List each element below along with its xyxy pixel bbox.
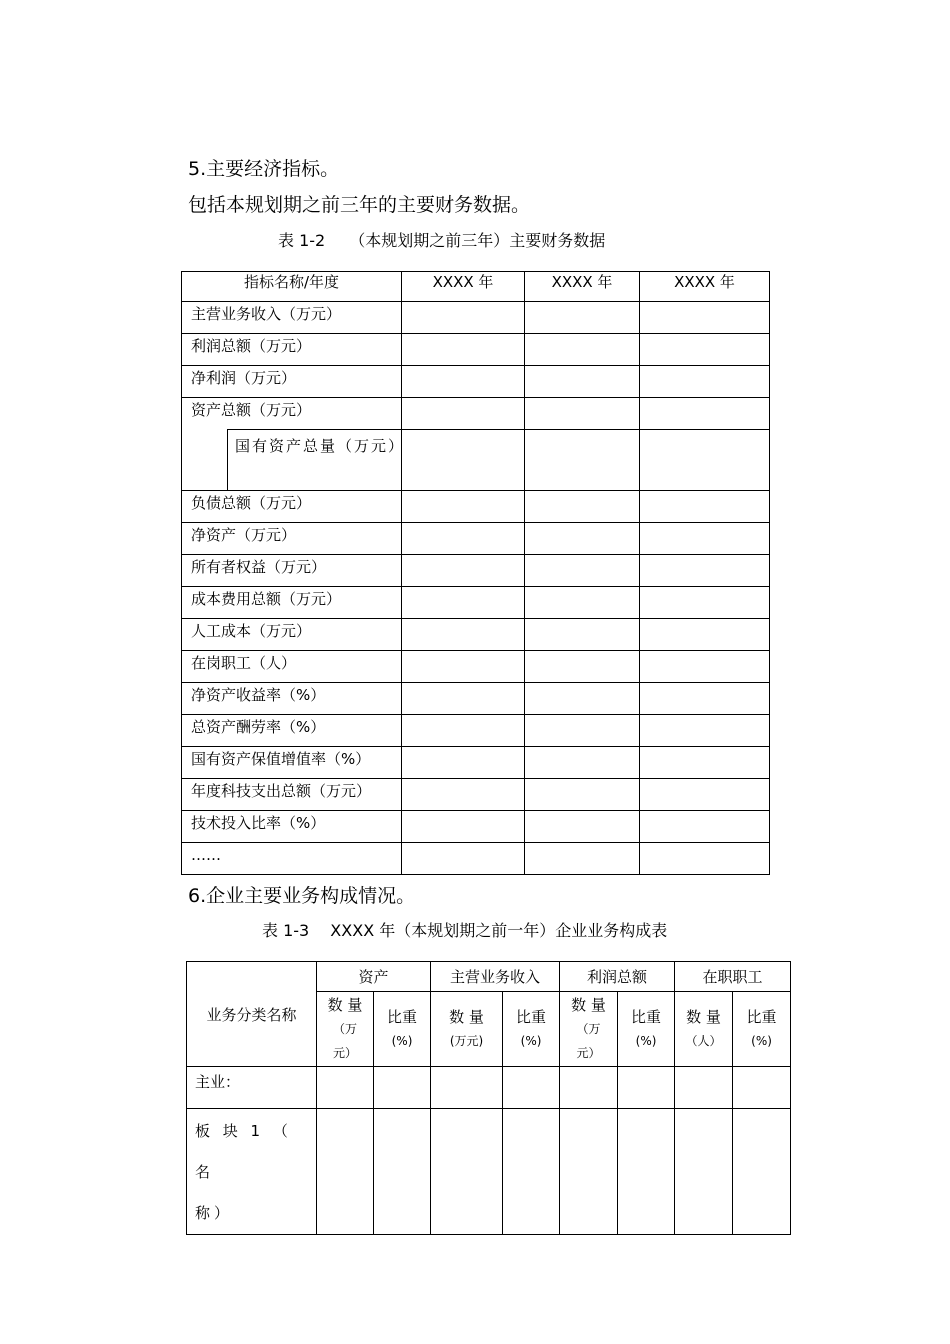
table-row [182,779,770,811]
unit-label: （万 [332,1022,357,1036]
group-header-revenue: 主营业务收入 [431,962,560,992]
column-header: XXXX 年 [402,272,525,302]
section6-heading: 6.企业主要业务构成情况。 [188,885,416,907]
indent-cell [182,430,228,491]
qty-label: 数 量 [449,1008,484,1026]
data-cell [525,683,640,715]
data-cell [402,430,525,491]
section5-intro: 包括本规划期之前三年的主要财务数据。 [188,194,531,216]
data-cell [640,430,770,491]
data-cell [640,843,770,875]
data-cell [525,491,640,523]
data-cell [640,523,770,555]
data-cell [733,1067,791,1109]
qty-label: 数 量 [327,996,363,1014]
data-cell [525,811,640,843]
unit-label: (万元) [449,1034,484,1048]
group-header-profit: 利润总额 [560,962,675,992]
row-label: 国有资产保值增值率（%） [182,747,402,779]
data-cell [640,491,770,523]
data-cell [402,366,525,398]
row-label-line: 称） [195,1204,234,1222]
data-cell [525,843,640,875]
data-cell [374,1109,431,1235]
data-cell [525,747,640,779]
data-cell [618,1067,675,1109]
table-row [182,651,770,683]
ratio-header [503,992,560,1067]
qty-header [560,992,618,1067]
row-label: 主营业务收入（万元） [182,302,402,334]
data-cell [374,1067,431,1109]
data-cell [525,366,640,398]
data-cell [640,747,770,779]
table-row [182,491,770,523]
row-label: 在岗职工（人） [182,651,402,683]
data-cell [402,779,525,811]
qty-label: 数 量 [571,996,606,1014]
data-cell [640,555,770,587]
data-cell [525,398,640,430]
table-row [182,747,770,779]
section5-heading: 5.主要经济指标。 [188,158,340,180]
data-cell [525,555,640,587]
data-cell [640,715,770,747]
table-row [182,715,770,747]
data-cell [640,366,770,398]
table12-caption: 表 1-2 （本规划期之前三年）主要财务数据 [278,231,606,250]
data-cell [525,651,640,683]
ratio-label: 比重 [387,1008,418,1026]
ratio-header [733,992,791,1067]
data-cell [560,1109,618,1235]
row-label: 成本费用总额（万元） [182,587,402,619]
data-cell [525,715,640,747]
data-cell [640,587,770,619]
qty-header [431,992,503,1067]
data-cell [640,619,770,651]
table-row [182,302,770,334]
data-cell [640,651,770,683]
table-row [187,1109,791,1235]
group-header-assets: 资产 [317,962,431,992]
data-cell [402,843,525,875]
data-cell [402,334,525,366]
ratio-label: 比重 [746,1008,777,1026]
data-cell [525,334,640,366]
row-label: 所有者权益（万元） [182,555,402,587]
data-cell [675,1109,733,1235]
data-cell [640,779,770,811]
data-cell [525,523,640,555]
data-cell [560,1067,618,1109]
unit-label: （人） [685,1034,722,1048]
unit-label: (%) [520,1034,542,1048]
row-label: 净利润（万元） [182,366,402,398]
unit-label: 元） [332,1046,357,1060]
qty-header [317,992,374,1067]
column-header: 指标名称/年度 [182,272,402,302]
ratio-label: 比重 [516,1008,547,1026]
data-cell [402,619,525,651]
qty-label: 数 量 [686,1008,721,1026]
row-label: 技术投入比率（%） [182,811,402,843]
data-cell [640,334,770,366]
data-cell [317,1109,374,1235]
data-cell [640,683,770,715]
data-cell [675,1067,733,1109]
column-header: XXXX 年 [525,272,640,302]
table-row [182,683,770,715]
data-cell [525,430,640,491]
ratio-header [374,992,431,1067]
data-cell [640,811,770,843]
data-cell [503,1109,560,1235]
financial-data-table [181,271,770,875]
table-row [182,398,770,430]
row-label: 利润总额（万元） [182,334,402,366]
unit-label: (%) [635,1034,657,1048]
data-cell [431,1067,503,1109]
row-label: 总资产酬劳率（%） [182,715,402,747]
row-label: …… [182,843,402,875]
row-label: 净资产收益率（%） [182,683,402,715]
data-cell [402,811,525,843]
table-row [182,811,770,843]
data-cell [402,715,525,747]
qty-header [675,992,733,1067]
table-row [182,619,770,651]
table-header-row [187,962,791,992]
data-cell [402,398,525,430]
table-row [182,555,770,587]
data-cell [525,619,640,651]
table13-caption: 表 1-3 XXXX 年（本规划期之前一年）企业业务构成表 [262,921,668,940]
data-cell [402,491,525,523]
row-label: 负债总额（万元） [182,491,402,523]
row-label: 净资产（万元） [182,523,402,555]
name-header: 业务分类名称 [187,962,317,1067]
data-cell [402,683,525,715]
data-cell [317,1067,374,1109]
row-label: 国有资产总量（万元） [228,430,402,491]
data-cell [503,1067,560,1109]
column-header: XXXX 年 [640,272,770,302]
data-cell [618,1109,675,1235]
group-header-staff: 在职职工 [675,962,791,992]
table-row [182,366,770,398]
data-cell [402,523,525,555]
row-label [187,1109,317,1235]
data-cell [431,1109,503,1235]
row-label-line: 板 块 1 （ 名 [195,1122,292,1181]
business-composition-table [186,961,791,1235]
data-cell [525,302,640,334]
data-cell [402,747,525,779]
unit-label: （万 [576,1022,601,1036]
data-cell [640,302,770,334]
table-header-row [182,272,770,302]
unit-label: (%) [751,1034,772,1048]
data-cell [402,555,525,587]
data-cell [733,1109,791,1235]
row-label: 人工成本（万元） [182,619,402,651]
data-cell [402,587,525,619]
unit-label: 元） [576,1046,601,1060]
table-row [182,334,770,366]
row-label: 资产总额（万元） [182,398,402,430]
table-row [187,1067,791,1109]
row-label: 主业： [187,1067,317,1109]
data-cell [525,779,640,811]
data-cell [525,587,640,619]
data-cell [402,651,525,683]
table-row [182,523,770,555]
table-row [182,843,770,875]
row-label: 年度科技支出总额（万元） [182,779,402,811]
data-cell [402,302,525,334]
unit-label: (%) [391,1034,413,1048]
data-cell [640,398,770,430]
ratio-label: 比重 [631,1008,662,1026]
table-row [182,587,770,619]
table-row [182,430,770,491]
ratio-header [618,992,675,1067]
